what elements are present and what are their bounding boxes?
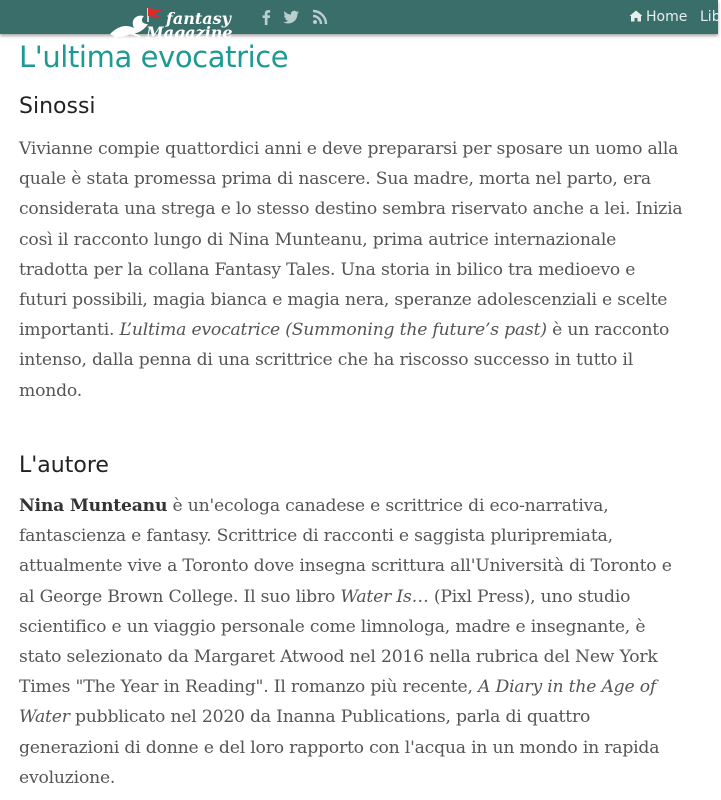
author-text: Times "The Year in Reading". Il romanzo più recente, [19,677,479,698]
rss-icon[interactable] [311,8,329,26]
author-line [19,702,701,732]
book-title-italic: A Diary in the Age of [478,677,657,698]
section-heading-author: L'autore [19,453,109,478]
synopsis-line: quale è stata promessa prima di nascere. Sua madre, morta nel parto, era [19,169,651,190]
synopsis-line: considerata una strega e lo stesso destino sembra riservato anche a lei. Inizia [19,199,683,220]
facebook-icon[interactable] [257,8,275,26]
nav-home-link[interactable] [629,9,687,25]
synopsis-line [19,315,701,345]
author-text: (Pixl Press), uno studio [428,586,631,607]
twitter-icon[interactable] [282,8,300,26]
top-navbar [0,0,721,42]
synopsis-line: così il racconto lungo di Nina Munteanu, prima autrice internazionale [19,229,617,250]
synopsis-line: futuri possibili, magia bianca e magia nera, speranze adolescenziali e scelte [19,290,668,311]
logo-word-magazine: Magazine [146,23,233,42]
author-line: stato selezionato da Margaret Atwood nel 2016 nella rubrica del New York [19,647,658,668]
site-logo[interactable] [108,4,233,44]
home-icon [629,10,643,22]
author-line: scientifico e un viaggio personale come limnologa, madre e insegnante, è [19,616,646,637]
synopsis-line: tradotta per la collana Fantasy Tales. Una storia in bilico tra medioevo e [19,259,636,280]
logo-word-fantasy: fantasy [166,9,231,28]
author-line: evoluzione. [19,767,116,788]
author-line [19,672,701,702]
author-text: al George Brown College. Il suo libro [19,586,341,607]
book-title-italic: L’ultima evocatrice (Summoning the future’s past) [119,320,547,341]
author-text: pubblicato nel 2020 da Inanna Publications, parla di quattro [69,707,591,728]
page-title: L'ultima evocatrice [19,40,289,74]
section-heading-synopsis: Sinossi [19,94,96,119]
author-paragraph [19,491,701,793]
author-line: fantascienza e fantasy. Scrittrice di racconti e saggista pluripremiata, [19,526,613,547]
synopsis-text: importanti. [19,320,120,341]
author-line [19,582,701,612]
synopsis-line: Vivianne compie quattordici anni e deve prepararsi per sposare un uomo alla [19,139,679,159]
synopsis-line: mondo. [19,380,83,401]
synopsis-line: intenso, dalla penna di una scrittrice che ha riscosso successo in tutto il [19,350,634,371]
author-name: Nina Munteanu [19,496,168,516]
author-line [19,491,701,521]
synopsis-paragraph [19,134,701,406]
synopsis-text: è un racconto [546,320,670,341]
author-line: attualmente vive a Toronto dove insegna scrittura all'Università di Toronto e [19,556,672,577]
author-text: è un'ecologa canadese e scrittrice di eco-narrativa, [167,496,609,516]
nav-home-label: Home [646,9,688,25]
book-title-italic: Water [19,707,70,728]
author-line: generazioni di donne e del loro rapporto con l'acqua in un mondo in rapida [19,737,660,758]
nav-next-link[interactable]: Lib [700,9,721,25]
book-title-italic: Water Is… [340,586,429,607]
